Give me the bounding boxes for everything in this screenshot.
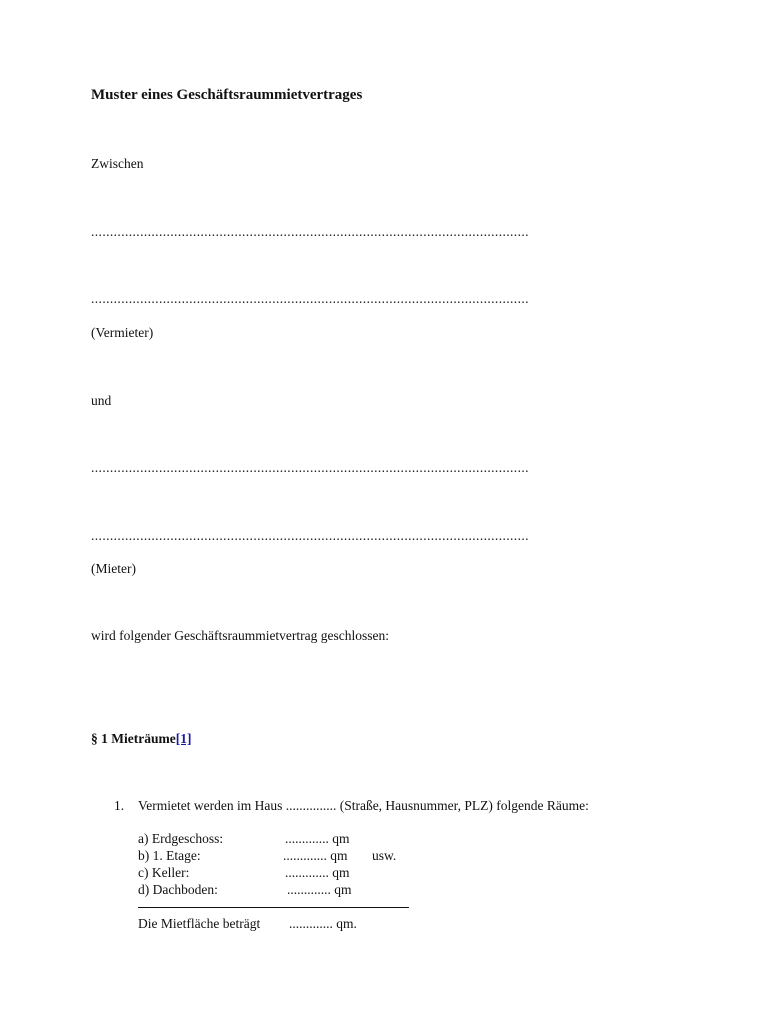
room-label-keller: c) Keller: <box>138 865 190 880</box>
room-value-dachboden: ............. qm <box>287 882 352 897</box>
document-title: Muster eines Geschäftsraummietvertrages <box>91 87 363 103</box>
tenant-address-blank: .................................................................................................................... <box>91 528 529 543</box>
item-1-text: Vermietet werden im Haus ............... (Straße, Hausnummer, PLZ) folgende Räume: <box>138 798 589 813</box>
tenant-name-blank: .................................................................................................................... <box>91 460 529 475</box>
and-label: und <box>91 393 112 408</box>
between-label: Zwischen <box>91 156 144 171</box>
item-1-number: 1. <box>114 798 125 813</box>
room-label-dachboden: d) Dachboden: <box>138 882 218 897</box>
landlord-name-blank: .................................................................................................................... <box>91 224 529 239</box>
room-value-keller: ............. qm <box>285 865 350 880</box>
section-1-heading <box>91 732 191 746</box>
sum-rule <box>138 907 409 908</box>
room-value-erdgeschoss: ............. qm <box>285 831 350 846</box>
intro-sentence: wird folgender Geschäftsraummietvertrag geschlossen: <box>91 628 390 643</box>
room-value-1-etage: ............. qm <box>283 848 348 863</box>
tenant-label: (Mieter) <box>91 561 136 576</box>
room-label-1-etage: b) 1. Etage: <box>138 848 201 863</box>
total-area-value: ............. qm. <box>289 916 357 931</box>
room-label-erdgeschoss: a) Erdgeschoss: <box>138 831 224 846</box>
room-extra-usw: usw. <box>372 848 397 863</box>
total-area-label: Die Mietfläche beträgt <box>138 916 261 931</box>
landlord-label: (Vermieter) <box>91 325 154 340</box>
footnote-1-link[interactable]: [1] <box>175 731 192 746</box>
landlord-address-blank: .................................................................................................................... <box>91 291 529 306</box>
section-1-heading-text: § 1 Mieträume <box>91 731 176 746</box>
